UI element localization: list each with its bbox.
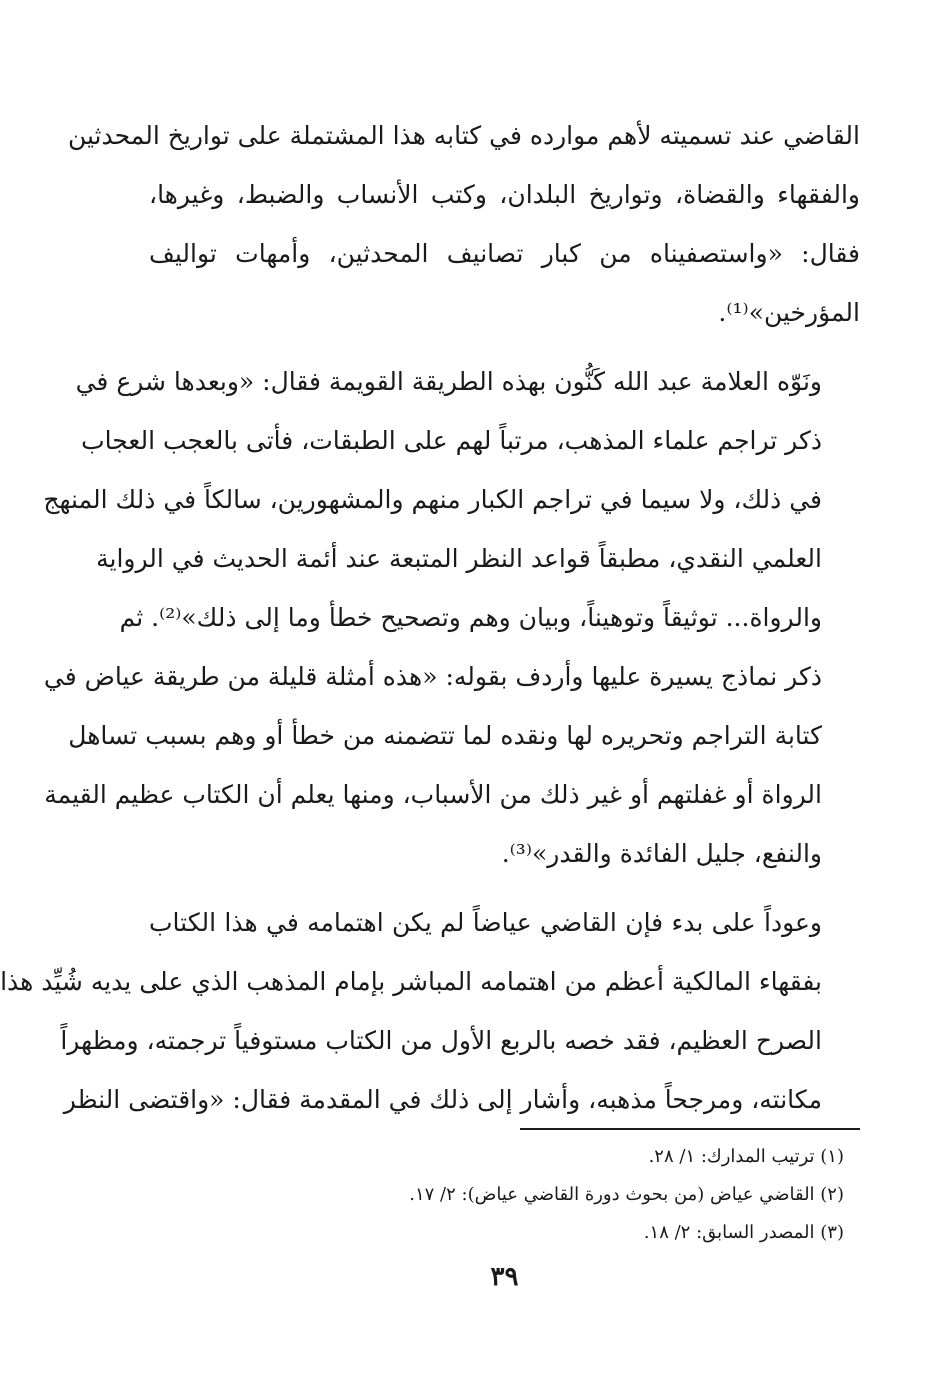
paragraph-1 bbox=[67, 106, 860, 342]
footnote-divider bbox=[520, 1128, 860, 1130]
text-line: والفقهاء والقضاة، وتواريخ البلدان، وكتب الأنساب والضبط، وغيرها، bbox=[149, 180, 860, 209]
text-line: كتابة التراجم وتحريره لها ونقده لما تتضمنه من خطأ أو وهم بسبب تساهل bbox=[68, 721, 822, 750]
text-line: الصرح العظيم، فقد خصه بالربع الأول من الكتاب مستوفياً ترجمته، ومظهراً bbox=[60, 1026, 822, 1055]
text-line: الرواة أو غفلتهم أو غير ذلك من الأسباب، ومنها يعلم أن الكتاب عظيم القيمة bbox=[44, 780, 822, 809]
text-line: فقال: «واستصفيناه من كبار تصانيف المحدثين، وأمهات تواليف bbox=[149, 239, 860, 268]
footnote-3: (٣) المصدر السابق: ٢/ ١٨. bbox=[643, 1222, 844, 1243]
paragraph-3 bbox=[0, 893, 860, 1129]
text-line: القاضي عند تسميته لأهم موارده في كتابه هذا المشتملة على تواريخ المحدثين bbox=[67, 121, 860, 150]
text-line: العلمي النقدي، مطبقاً قواعد النظر المتبعة عند أئمة الحديث في الرواية bbox=[96, 544, 822, 573]
footnotes bbox=[149, 1138, 844, 1252]
text-line: المؤرخين»⁽¹⁾. bbox=[718, 298, 860, 327]
text-line: بفقهاء المالكية أعظم من اهتمامه المباشر بإمام المذهب الذي على يديه شُيِّد هذا bbox=[0, 967, 822, 996]
paragraph-2 bbox=[43, 352, 860, 883]
text-line: ونَوّه العلامة عبد الله كَنُّون بهذه الطريقة القويمة فقال: «وبعدها شرع في bbox=[75, 367, 822, 396]
text-line: ذكر تراجم علماء المذهب، مرتباً لهم على الطبقات، فأتى بالعجب العجاب bbox=[81, 426, 822, 455]
text-line: ذكر نماذج يسيرة عليها وأردف بقوله: «هذه أمثلة قليلة من طريقة عياض في bbox=[43, 662, 822, 691]
text-line: والرواة... توثيقاً وتوهيناً، وبيان وهم وتصحيح خطأ وما إلى ذلك»⁽²⁾. ثم bbox=[119, 603, 822, 632]
text-line: مكانته، ومرجحاً مذهبه، وأشار إلى ذلك في المقدمة فقال: «واقتضى النظر bbox=[63, 1085, 822, 1114]
text-line: في ذلك، ولا سيما في تراجم الكبار منهم والمشهورين، سالكاً في ذلك المنهج bbox=[43, 485, 822, 514]
page-number: ٣٩ bbox=[490, 1262, 519, 1292]
text-line: وعوداً على بدء فإن القاضي عياضاً لم يكن اهتمامه في هذا الكتاب bbox=[149, 908, 822, 937]
text-line: والنفع، جليل الفائدة والقدر»⁽³⁾. bbox=[501, 839, 822, 868]
body-text bbox=[0, 106, 860, 1129]
footnote-2: (٢) القاضي عياض (من بحوث دورة القاضي عياض): ٢/ ١٧. bbox=[409, 1184, 844, 1205]
footnote-1: (١) ترتيب المدارك: ١/ ٢٨. bbox=[648, 1146, 844, 1167]
